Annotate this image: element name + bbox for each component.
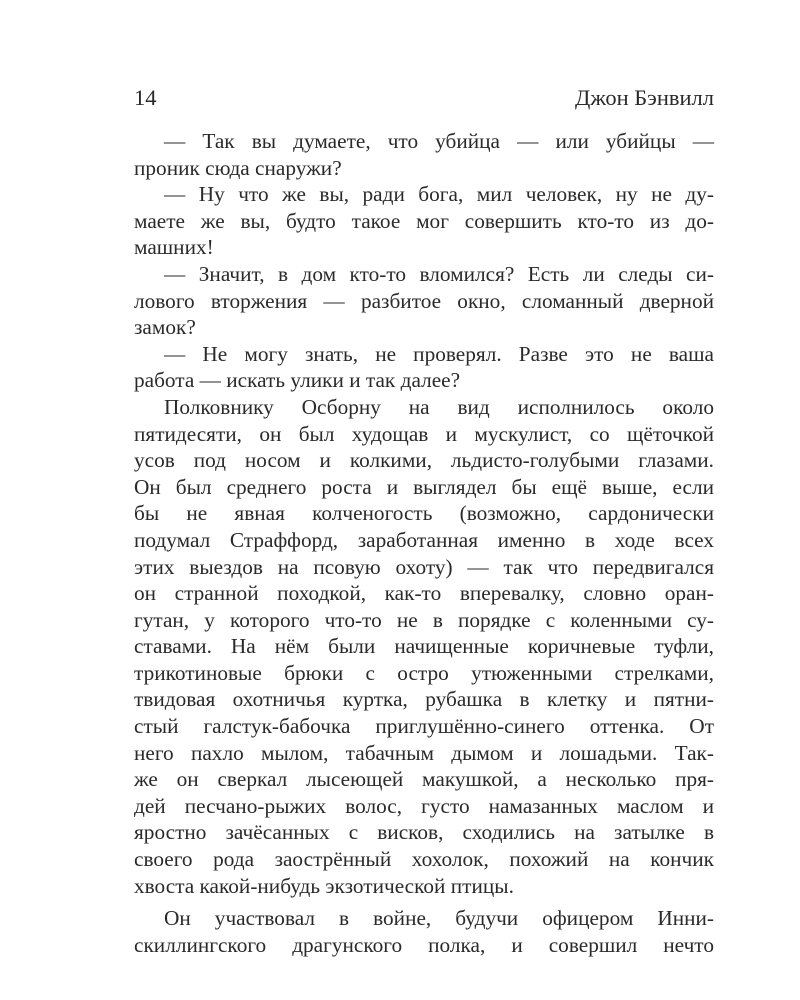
book-page bbox=[134, 82, 714, 958]
text-line: Он участвовал в войне, будучи офицером Инни- bbox=[164, 906, 714, 931]
running-header bbox=[134, 82, 714, 116]
text-line: же он сверкал лысеющей макушкой, а несколько пря- bbox=[134, 767, 714, 792]
text-line: машних! bbox=[134, 235, 214, 260]
text-line: подумал Страффорд, заработанная именно в ходе всех bbox=[134, 527, 714, 552]
paragraph bbox=[134, 905, 714, 958]
text-line: яростно зачёсанных с висков, сходились на затылке в bbox=[134, 820, 714, 845]
text-line: работа — искать улики и так далее? bbox=[134, 368, 461, 393]
text-line: он странной походкой, как-то вперевалку, словно оран- bbox=[134, 581, 714, 606]
text-line: бы не явная колченогость (возможно, сардонически bbox=[134, 501, 714, 526]
text-line: усов под носом и колкими, льдисто-голубыми глазами. bbox=[134, 448, 714, 473]
text-line: твидовая охотничья куртка, рубашка в клетку и пятни- bbox=[134, 687, 714, 712]
paragraph bbox=[134, 128, 714, 181]
text-line: лового вторжения — разбитое окно, сломанный дверной bbox=[134, 288, 714, 313]
paragraph bbox=[134, 394, 714, 899]
text-line: проник сюда снаружи? bbox=[134, 155, 342, 180]
text-line: Он был среднего роста и выглядел бы ещё выше, если bbox=[134, 474, 714, 499]
body-text bbox=[134, 128, 714, 958]
text-line: трикотиновые брюки с остро утюженными стрелками, bbox=[134, 660, 714, 685]
paragraph bbox=[134, 261, 714, 341]
text-line: — Значит, в дом кто-то вломился? Есть ли следы си- bbox=[164, 261, 714, 286]
text-line: этих выездов на псовую охоту) — так что передвигался bbox=[134, 554, 714, 579]
text-line: ставами. На нём были начищенные коричневые туфли, bbox=[134, 634, 714, 659]
text-line: замок? bbox=[134, 315, 196, 340]
text-line: — Так вы думаете, что убийца — или убийцы — bbox=[164, 129, 714, 153]
paragraph bbox=[134, 181, 714, 261]
text-line: пятидесяти, он был худощав и мускулист, со щёточкой bbox=[134, 421, 714, 446]
text-line: скиллингского драгунского полка, и совершил нечто bbox=[134, 932, 714, 957]
text-line: — Не могу знать, не проверял. Разве это не ваша bbox=[164, 341, 714, 366]
text-line: стый галстук-бабочка приглушённо-синего оттенка. От bbox=[134, 714, 714, 739]
text-line: гутан, у которого что-то не в порядке с коленными су- bbox=[134, 607, 714, 632]
text-line: него пахло мылом, табачным дымом и лошадьми. Так- bbox=[134, 740, 714, 765]
page-number: 14 bbox=[134, 85, 157, 110]
text-line: Полковнику Осборну на вид исполнилось около bbox=[164, 394, 714, 419]
text-line: хвоста какой-нибудь экзотической птицы. bbox=[134, 873, 514, 898]
paragraph bbox=[134, 341, 714, 394]
running-head-author: Джон Бэнвилл bbox=[575, 85, 714, 110]
text-line: маете же вы, будто такое мог совершить кто-то из до- bbox=[134, 208, 714, 233]
text-line: дей песчано-рыжих волос, густо намазанных маслом и bbox=[134, 793, 714, 818]
text-line: своего рода заострённый хохолок, похожий на кончик bbox=[134, 847, 714, 872]
text-line: — Ну что же вы, ради бога, мил человек, ну не ду- bbox=[164, 182, 714, 207]
